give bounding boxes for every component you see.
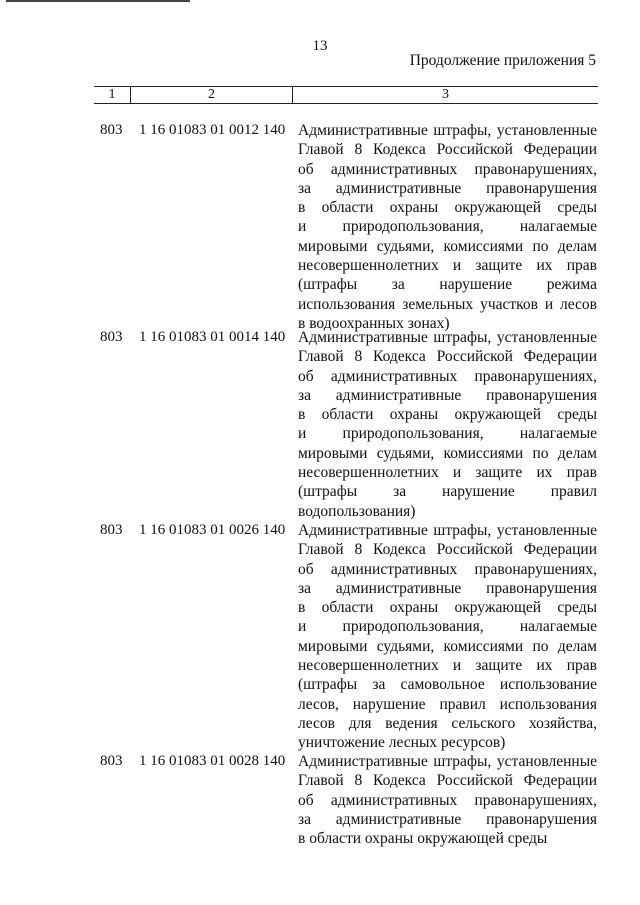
description-line: лесов для ведения сельского хозяйства, [298,714,597,732]
kbk-code: 1 16 01083 01 0012 140 [139,122,286,138]
kbk-code: 1 16 01083 01 0026 140 [139,522,286,538]
description-line: Административные штрафы, установленные [298,122,597,139]
description-line: за административные правонарушения [298,810,597,828]
column-header-3: 3 [442,87,449,102]
kbk-code: 1 16 01083 01 0014 140 [139,329,286,345]
description-line: несовершеннолетних и защите их прав [298,464,597,482]
description-line: в области охраны окружающей среды [298,406,597,424]
description-line: за административные правонарушения [298,579,597,597]
description-line: несовершеннолетних и защите их прав [298,657,597,675]
description-line: и природопользования, налагаемые [298,425,597,443]
description-line: Административные штрафы, установленные [298,753,597,770]
table-column-header-row [94,86,598,104]
description-line: об административных правонарушениях, [298,560,597,578]
description-line: за административные правонарушения [298,386,597,404]
description-line: уничтожение лесных ресурсов) [298,734,506,752]
description-line: и природопользования, налагаемые [298,218,597,236]
description-line: Главой 8 Кодекса Российской Федерации [298,772,597,790]
description-line: Административные штрафы, установленные [298,329,597,346]
description-line: об административных правонарушениях, [298,160,597,178]
description-line: за административные правонарушения [298,179,597,197]
page-number: 13 [312,38,328,54]
description-line: об административных правонарушениях, [298,367,597,385]
admin-code: 803 [100,753,123,769]
entry-description [298,328,597,521]
entry-description [298,752,597,848]
column-header-2: 2 [131,87,293,103]
admin-code: 803 [100,122,123,138]
description-line: об административных правонарушениях, [298,791,597,809]
description-line: в области охраны окружающей среды [298,830,548,848]
description-line: мировыми судьями, комиссиями по делам [298,637,597,655]
description-line: Главой 8 Кодекса Российской Федерации [298,348,597,366]
description-line: водопользования) [298,502,416,520]
admin-code: 803 [100,522,123,538]
column-header-1: 1 [94,87,131,103]
admin-code: 803 [100,329,123,345]
description-line: в области охраны окружающей среды [298,199,597,217]
description-line: и природопользования, налагаемые [298,618,597,636]
entry-description [298,521,597,753]
description-line: (штрафы за самовольное использование [298,676,597,694]
description-line: мировыми судьями, комиссиями по делам [298,444,597,462]
appendix-continuation-label: Продолжение приложения 5 [409,52,596,69]
description-line: лесов, нарушение правил использования [298,695,597,713]
description-line: Главой 8 Кодекса Российской Федерации [298,141,597,159]
description-line: в водоохранных зонах) [298,314,450,332]
description-line: (штрафы за нарушение режима [298,276,597,294]
description-line: в области охраны окружающей среды [298,599,597,617]
description-line: Главой 8 Кодекса Российской Федерации [298,541,597,559]
description-line: Административные штрафы, установленные [298,522,597,539]
description-line: мировыми судьями, комиссиями по делам [298,237,597,255]
kbk-code: 1 16 01083 01 0028 140 [139,753,286,769]
entry-description [298,121,597,333]
description-line: использования земельных участков и лесов [298,295,597,313]
description-line: (штрафы за нарушение правил [298,483,597,501]
description-line: несовершеннолетних и защите их прав [298,257,597,275]
scan-edge-line [6,0,190,2]
